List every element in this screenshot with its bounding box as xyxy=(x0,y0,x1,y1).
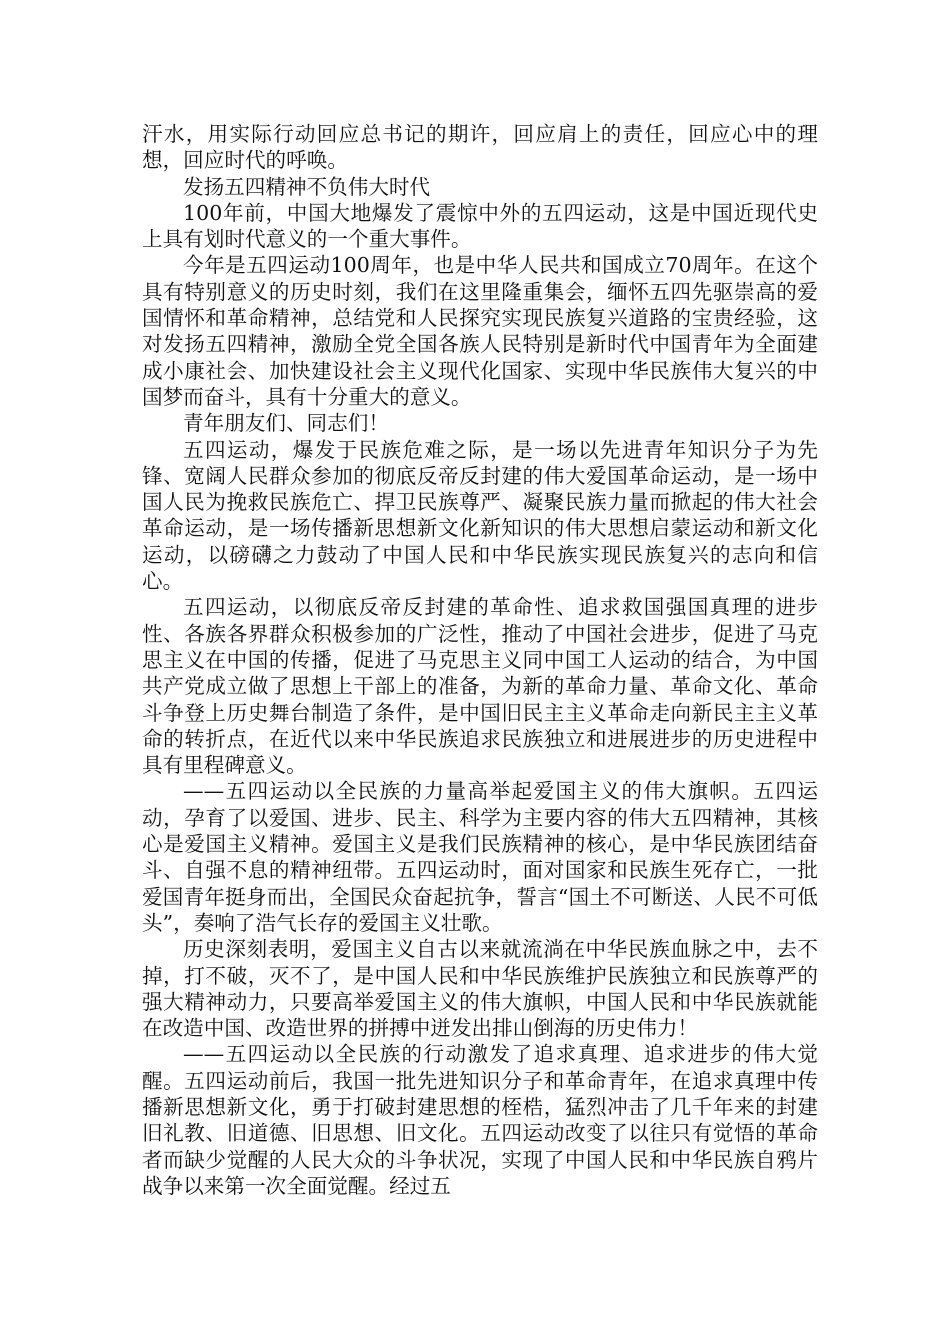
paragraph-3: 100年前，中国大地爆发了震惊中外的五四运动，这是中国近现代史上具有划时代意义的一个重大事件。 xyxy=(142,200,818,252)
paragraph-7: 五四运动，以彻底反帝反封建的革命性、追求救国强国真理的进步性、各族各界群众积极参加的广泛性，推动了中国社会进步，促进了马克思主义在中国的传播，促进了马克思主义同中国工人运动的结合，为中国共产党成立做了思想上干部上的准备，为新的革命力量、革命文化、革命斗争登上历史舞台制造了条件，是中国旧民主主义革命走向新民主主义革命的转折点，在近代以来中华民族追求民族独立和进展进步的历史进程中具有里程碑意义。 xyxy=(142,595,818,778)
paragraph-2-heading: 发扬五四精神不负伟大时代 xyxy=(183,174,431,199)
paragraph-1: 汗水，用实际行动回应总书记的期许，回应肩上的责任，回应心中的理想，回应时代的呼唤。 xyxy=(142,122,818,173)
paragraph-8: ——五四运动以全民族的力量高举起爱国主义的伟大旗帜。五四运动，孕育了以爱国、进步、民主、科学为主要内容的伟大五四精神，其核心是爱国主义精神。爱国主义是我们民族精神的核心，是中华民族团结奋斗、自强不息的精神纽带。五四运动时，面对国家和民族生死存亡，一批爱国青年挺身而出，全国民众奋起抗争，誓言“国土不可断送、人民不可低头”，奏响了浩气长存的爱国主义壮歌。 xyxy=(142,779,818,935)
document-body xyxy=(142,121,818,1199)
paragraph-4: 今年是五四运动100周年，也是中华人民共和国成立70周年。在这个具有特别意义的历史时刻，我们在这里隆重集会，缅怀五四先驱崇高的爱国情怀和革命精神，总结党和人民探究实现民族复兴道路的宝贵经验，这对发扬五四精神，激励全党全国各族人民特别是新时代中国青年为全面建成小康社会、加快建设社会主义现代化国家、实现中华民族伟大复兴的中国梦而奋斗，具有十分重大的意义。 xyxy=(142,253,818,409)
paragraph-6: 五四运动，爆发于民族危难之际，是一场以先进青年知识分子为先锋、宽阔人民群众参加的彻底反帝反封建的伟大爱国革命运动，是一场中国人民为挽救民族危亡、捍卫民族尊严、凝聚民族力量而掀起的伟大社会革命运动，是一场传播新思想新文化新知识的伟大思想启蒙运动和新文化运动，以磅礴之力鼓动了中国人民和中华民族实现民族复兴的志向和信心。 xyxy=(142,437,818,594)
paragraph-9: 历史深刻表明，爱国主义自古以来就流淌在中华民族血脉之中，去不掉，打不破，灭不了，是中国人民和中华民族维护民族独立和民族尊严的强大精神动力，只要高举爱国主义的伟大旗帜，中国人民和中华民族就能在改造中国、改造世界的拼搏中迸发出排山倒海的历史伟力！ xyxy=(142,937,818,1041)
paragraph-5-salutation: 青年朋友们、同志们！ xyxy=(183,411,389,436)
paragraph-10: ——五四运动以全民族的行动激发了追求真理、追求进步的伟大觉醒。五四运动前后，我国一批先进知识分子和革命青年，在追求真理中传播新思想新文化，勇于打破封建思想的桎梏，猛烈冲击了几千年来的封建旧礼教、旧道德、旧思想、旧文化。五四运动改变了以往只有觉悟的革命者而缺少觉醒的人民大众的斗争状况，实现了中国人民和中华民族自鸦片战争以来第一次全面觉醒。经过五 xyxy=(142,1042,818,1198)
